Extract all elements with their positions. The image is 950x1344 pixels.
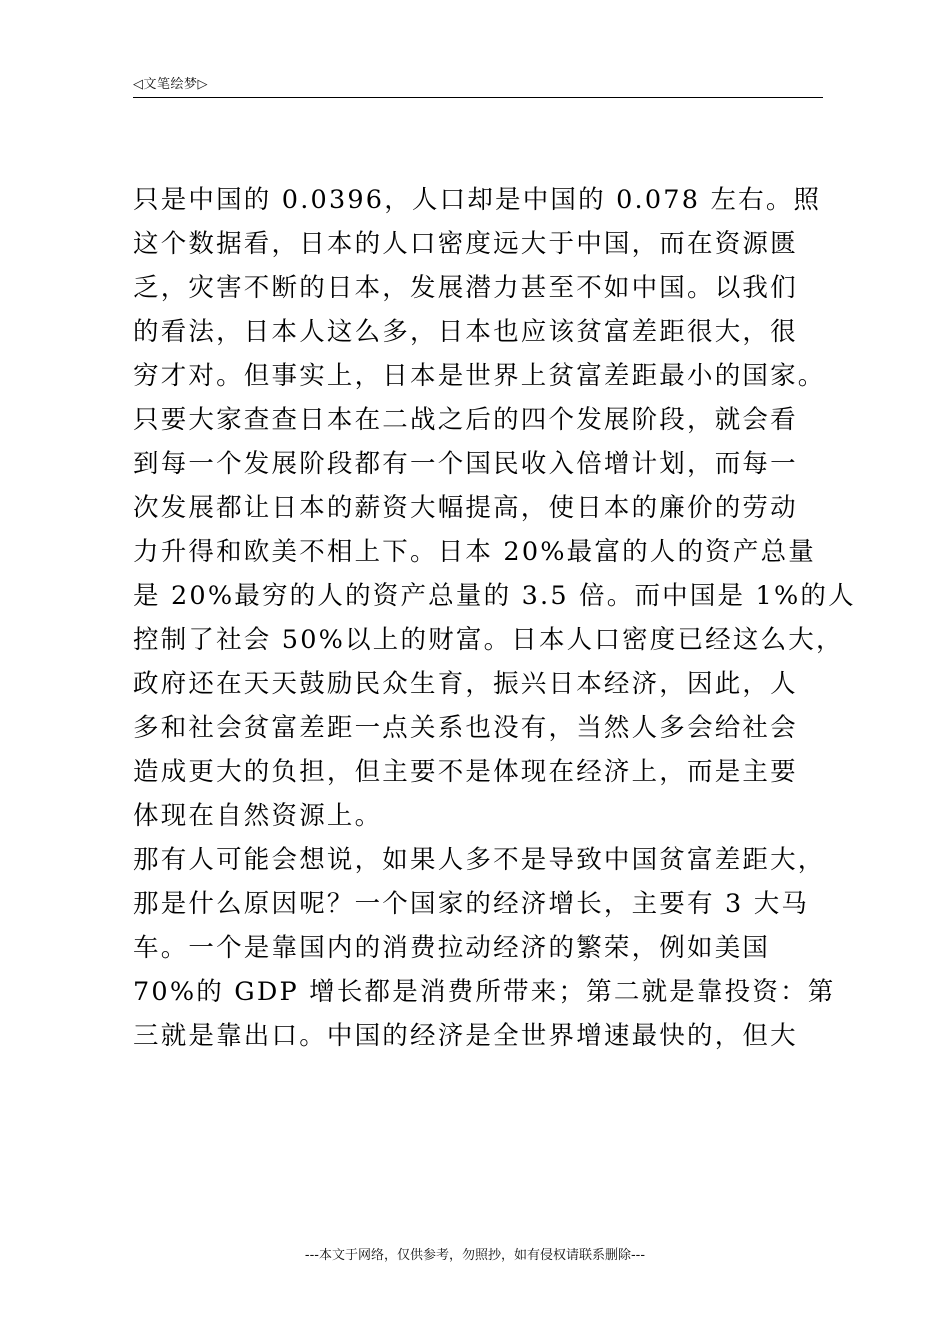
text-line: 车。一个是靠国内的消费拉动经济的繁荣，例如美国 [133, 933, 771, 963]
text-line: 控制了社会 50%以上的财富。日本人口密度已经这么大， [133, 625, 844, 655]
text-line: 造成更大的负担，但主要不是体现在经济上，而是主要 [133, 757, 798, 787]
header-title: ◁文笔绘梦▷ [133, 77, 208, 92]
text-line: 到每一个发展阶段都有一个国民收入倍增计划，而每一 [133, 449, 798, 479]
text-line: 只要大家查查日本在二战之后的四个发展阶段，就会看 [133, 405, 798, 435]
text-line: 只是中国的 0.0396，人口却是中国的 0.078 左右。照 [133, 185, 822, 215]
text-line: 体现在自然资源上。 [133, 801, 383, 831]
header-divider [133, 97, 823, 98]
body-text [133, 178, 856, 1058]
text-line: 政府还在天天鼓励民众生育，振兴日本经济，因此，人 [133, 669, 798, 699]
text-line: 那有人可能会想说，如果人多不是导致中国贫富差距大， [133, 845, 826, 875]
page-header [133, 74, 823, 98]
page-footer: ---本文于网络，仅供参考，勿照抄，如有侵权请联系删除--- [304, 1248, 646, 1263]
text-line: 次发展都让日本的薪资大幅提高，使日本的廉价的劳动 [133, 493, 798, 523]
text-line: 的看法，日本人这么多，日本也应该贫富差距很大，很 [133, 317, 798, 347]
text-line: 这个数据看，日本的人口密度远大于中国，而在资源匮 [133, 229, 798, 259]
text-line: 穷才对。但事实上，日本是世界上贫富差距最小的国家。 [133, 361, 826, 391]
text-line: 力升得和欧美不相上下。日本 20%最富的人的资产总量 [133, 537, 816, 567]
text-line: 70%的 GDP 增长都是消费所带来；第二就是靠投资：第 [133, 977, 836, 1007]
text-line: 多和社会贫富差距一点关系也没有，当然人多会给社会 [133, 713, 798, 743]
text-line: 是 20%最穷的人的资产总量的 3.5 倍。而中国是 1%的人 [133, 581, 856, 611]
text-line: 乏，灾害不断的日本，发展潜力甚至不如中国。以我们 [133, 273, 798, 303]
text-line: 那是什么原因呢？一个国家的经济增长，主要有 3 大马 [133, 889, 810, 919]
text-line: 三就是靠出口。中国的经济是全世界增速最快的，但大 [133, 1021, 798, 1051]
